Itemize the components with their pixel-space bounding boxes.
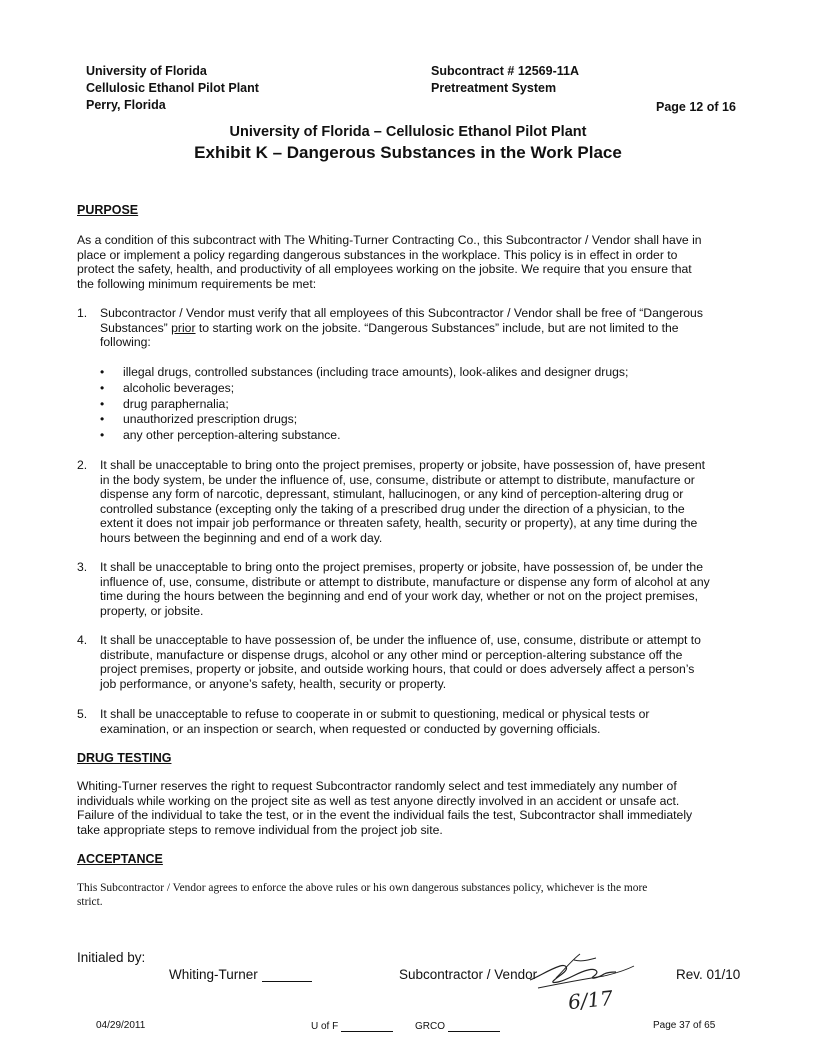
page-title: Exhibit K – Dangerous Substances in the Work Place — [194, 143, 622, 162]
bullet-icon: • — [100, 380, 105, 395]
text-line: Subcontractor / Vendor must verify that all employees of this Subcontractor / Vendor shall be free of “Dangerous — [100, 306, 703, 320]
list-item-3 — [100, 560, 710, 618]
text-line: individuals while working on the project site as well as test anyone directly involved in an accident or unsafe act. — [77, 793, 680, 808]
item-number: 2. — [77, 458, 88, 472]
text-line: It shall be unacceptable to bring onto the project premises, property or jobsite, have possession of, have present — [100, 458, 705, 472]
text-line: Failure of the individual to take the test, or in the event the individual fails the test, Subcontractor shall immediately — [77, 808, 693, 823]
text-line: the following minimum requirements be met: — [77, 276, 317, 291]
footer-uof — [311, 1020, 393, 1032]
uof-initial-line[interactable] — [341, 1020, 393, 1032]
footer-grco — [415, 1020, 500, 1032]
text-line: project premises, property or jobsite, and outside working hours, that could or does adversely affect a person’s — [100, 662, 695, 677]
item-number: 4. — [77, 633, 88, 647]
revision-label: Rev. 01/10 — [676, 967, 741, 982]
text-line: dispense any form of narcotic, depressant, stimulant, hallucinogen, or any kind of perception-altering drug or — [100, 487, 684, 502]
title-line-1: University of Florida – Cellulosic Ethanol Pilot Plant — [229, 124, 587, 140]
text-line: It shall be unacceptable to have possession of, be under the influence of, use, consume, distribute or attempt to — [100, 633, 701, 647]
page-number: Page 12 of 16 — [656, 100, 736, 114]
bullet-icon: • — [100, 396, 105, 411]
header-left-line: University of Florida — [86, 64, 207, 78]
bullet-text: unauthorized prescription drugs; — [123, 412, 298, 427]
bullet-text: alcoholic beverages; — [123, 380, 235, 395]
list-item-1 — [100, 306, 703, 350]
text-line: extent it does not impair job performance or threaten safety, health, security or property), at any time during the — [100, 516, 698, 531]
handwritten-date: 6/17 — [566, 985, 615, 1015]
text-line: in the body system, be under the influence of, use, consume, distribute or attempt to distribute, manufacture or — [100, 472, 695, 487]
text-line: This Subcontractor / Vendor agrees to enforce the above rules or his own dangerous substances policy, whichever is the more — [77, 882, 648, 894]
text-line — [100, 321, 703, 336]
drug-testing-paragraph — [77, 779, 692, 837]
grco-label: GRCO — [415, 1021, 445, 1032]
bullet-text: any other perception-altering substance. — [123, 428, 341, 443]
uof-label: U of F — [311, 1021, 339, 1032]
list-item-4 — [100, 633, 701, 691]
purpose-paragraph — [77, 233, 702, 291]
drug-testing-heading: DRUG TESTING — [77, 751, 172, 765]
text-line: protect the safety, health, and productivity of all employees working on the jobsite. We require that you ensure that — [77, 262, 692, 277]
list-item-2 — [100, 458, 705, 546]
item-number: 5. — [77, 707, 88, 721]
text-line: As a condition of this subcontract with The Whiting-Turner Contracting Co., this Subcontractor / Vendor shall have in — [77, 233, 702, 247]
subcontract-number: Subcontract # 12569-11A — [431, 64, 579, 78]
text-line: controlled substance (excepting only the taking of a prescribed drug under the direction of a physician, to the — [100, 501, 685, 516]
bullet-icon: • — [100, 412, 105, 427]
footer-page-number: Page 37 of 65 — [653, 1020, 716, 1031]
bullet-icon: • — [100, 428, 105, 443]
text-line: take appropriate steps to remove individual from the project job site. — [77, 822, 443, 837]
text-line: It shall be unacceptable to bring onto the project premises, property or jobsite, have possession of, be under the — [100, 560, 703, 574]
initialed-by-label: Initialed by: — [77, 950, 146, 965]
text-line: time during the hours between the beginning and end of your work day, whether or not on the project premises, — [100, 589, 698, 604]
system-name: Pretreatment System — [431, 81, 557, 95]
text-line: distribute, manufacture or dispense drugs, alcohol or any other mind or perception-altering substance off the — [100, 647, 683, 662]
underlined-word: prior — [171, 320, 196, 335]
header-left-line: Cellulosic Ethanol Pilot Plant — [86, 81, 259, 95]
text-line: examination, or an inspection or search, when requested or conducted by governing officials. — [100, 721, 601, 736]
text-line: place or implement a policy regarding dangerous substances in the workplace. This policy is in effect in order to — [77, 247, 678, 262]
text-line: property, or jobsite. — [100, 603, 204, 618]
whiting-turner-initial — [169, 967, 312, 982]
bullet-icon: • — [100, 365, 105, 379]
text-line: hours between the beginning and end of a work day. — [100, 530, 383, 545]
text-line: influence of, use, consume, distribute or attempt to distribute, manufacture or dispense any form of alcohol at any — [100, 574, 710, 589]
text-fragment: Substances” — [100, 320, 168, 335]
text-line: It shall be unacceptable to refuse to cooperate in or submit to questioning, medical or physical tests or — [100, 707, 650, 721]
purpose-heading: PURPOSE — [77, 203, 139, 217]
acceptance-paragraph — [77, 881, 647, 909]
text-line: strict. — [77, 896, 103, 908]
bullet-text: illegal drugs, controlled substances (including trace amounts), look-alikes and designer drugs; — [123, 365, 629, 379]
bullet-text: drug paraphernalia; — [123, 396, 229, 411]
text-line: job performance, or anyone’s safety, health, security or property. — [100, 676, 447, 691]
whiting-turner-label: Whiting-Turner — [169, 967, 258, 982]
text-fragment: to starting work on the jobsite. “Dangerous Substances” include, but are not limited to the — [198, 320, 679, 335]
header-right — [431, 63, 579, 97]
whiting-turner-initial-line[interactable] — [262, 967, 312, 982]
subcontractor-label: Subcontractor / Vendor — [399, 967, 538, 982]
acceptance-heading: ACCEPTANCE — [77, 852, 163, 866]
item-number: 1. — [77, 306, 88, 320]
list-item-5 — [100, 707, 649, 736]
grco-initial-line[interactable] — [448, 1020, 500, 1032]
text-line: following: — [100, 335, 151, 350]
text-line: Whiting-Turner reserves the right to request Subcontractor randomly select and test immediately any number of — [77, 779, 677, 793]
header-left — [86, 63, 259, 114]
item-number: 3. — [77, 560, 88, 574]
header-left-line: Perry, Florida — [86, 98, 166, 112]
footer-date: 04/29/2011 — [96, 1020, 146, 1031]
